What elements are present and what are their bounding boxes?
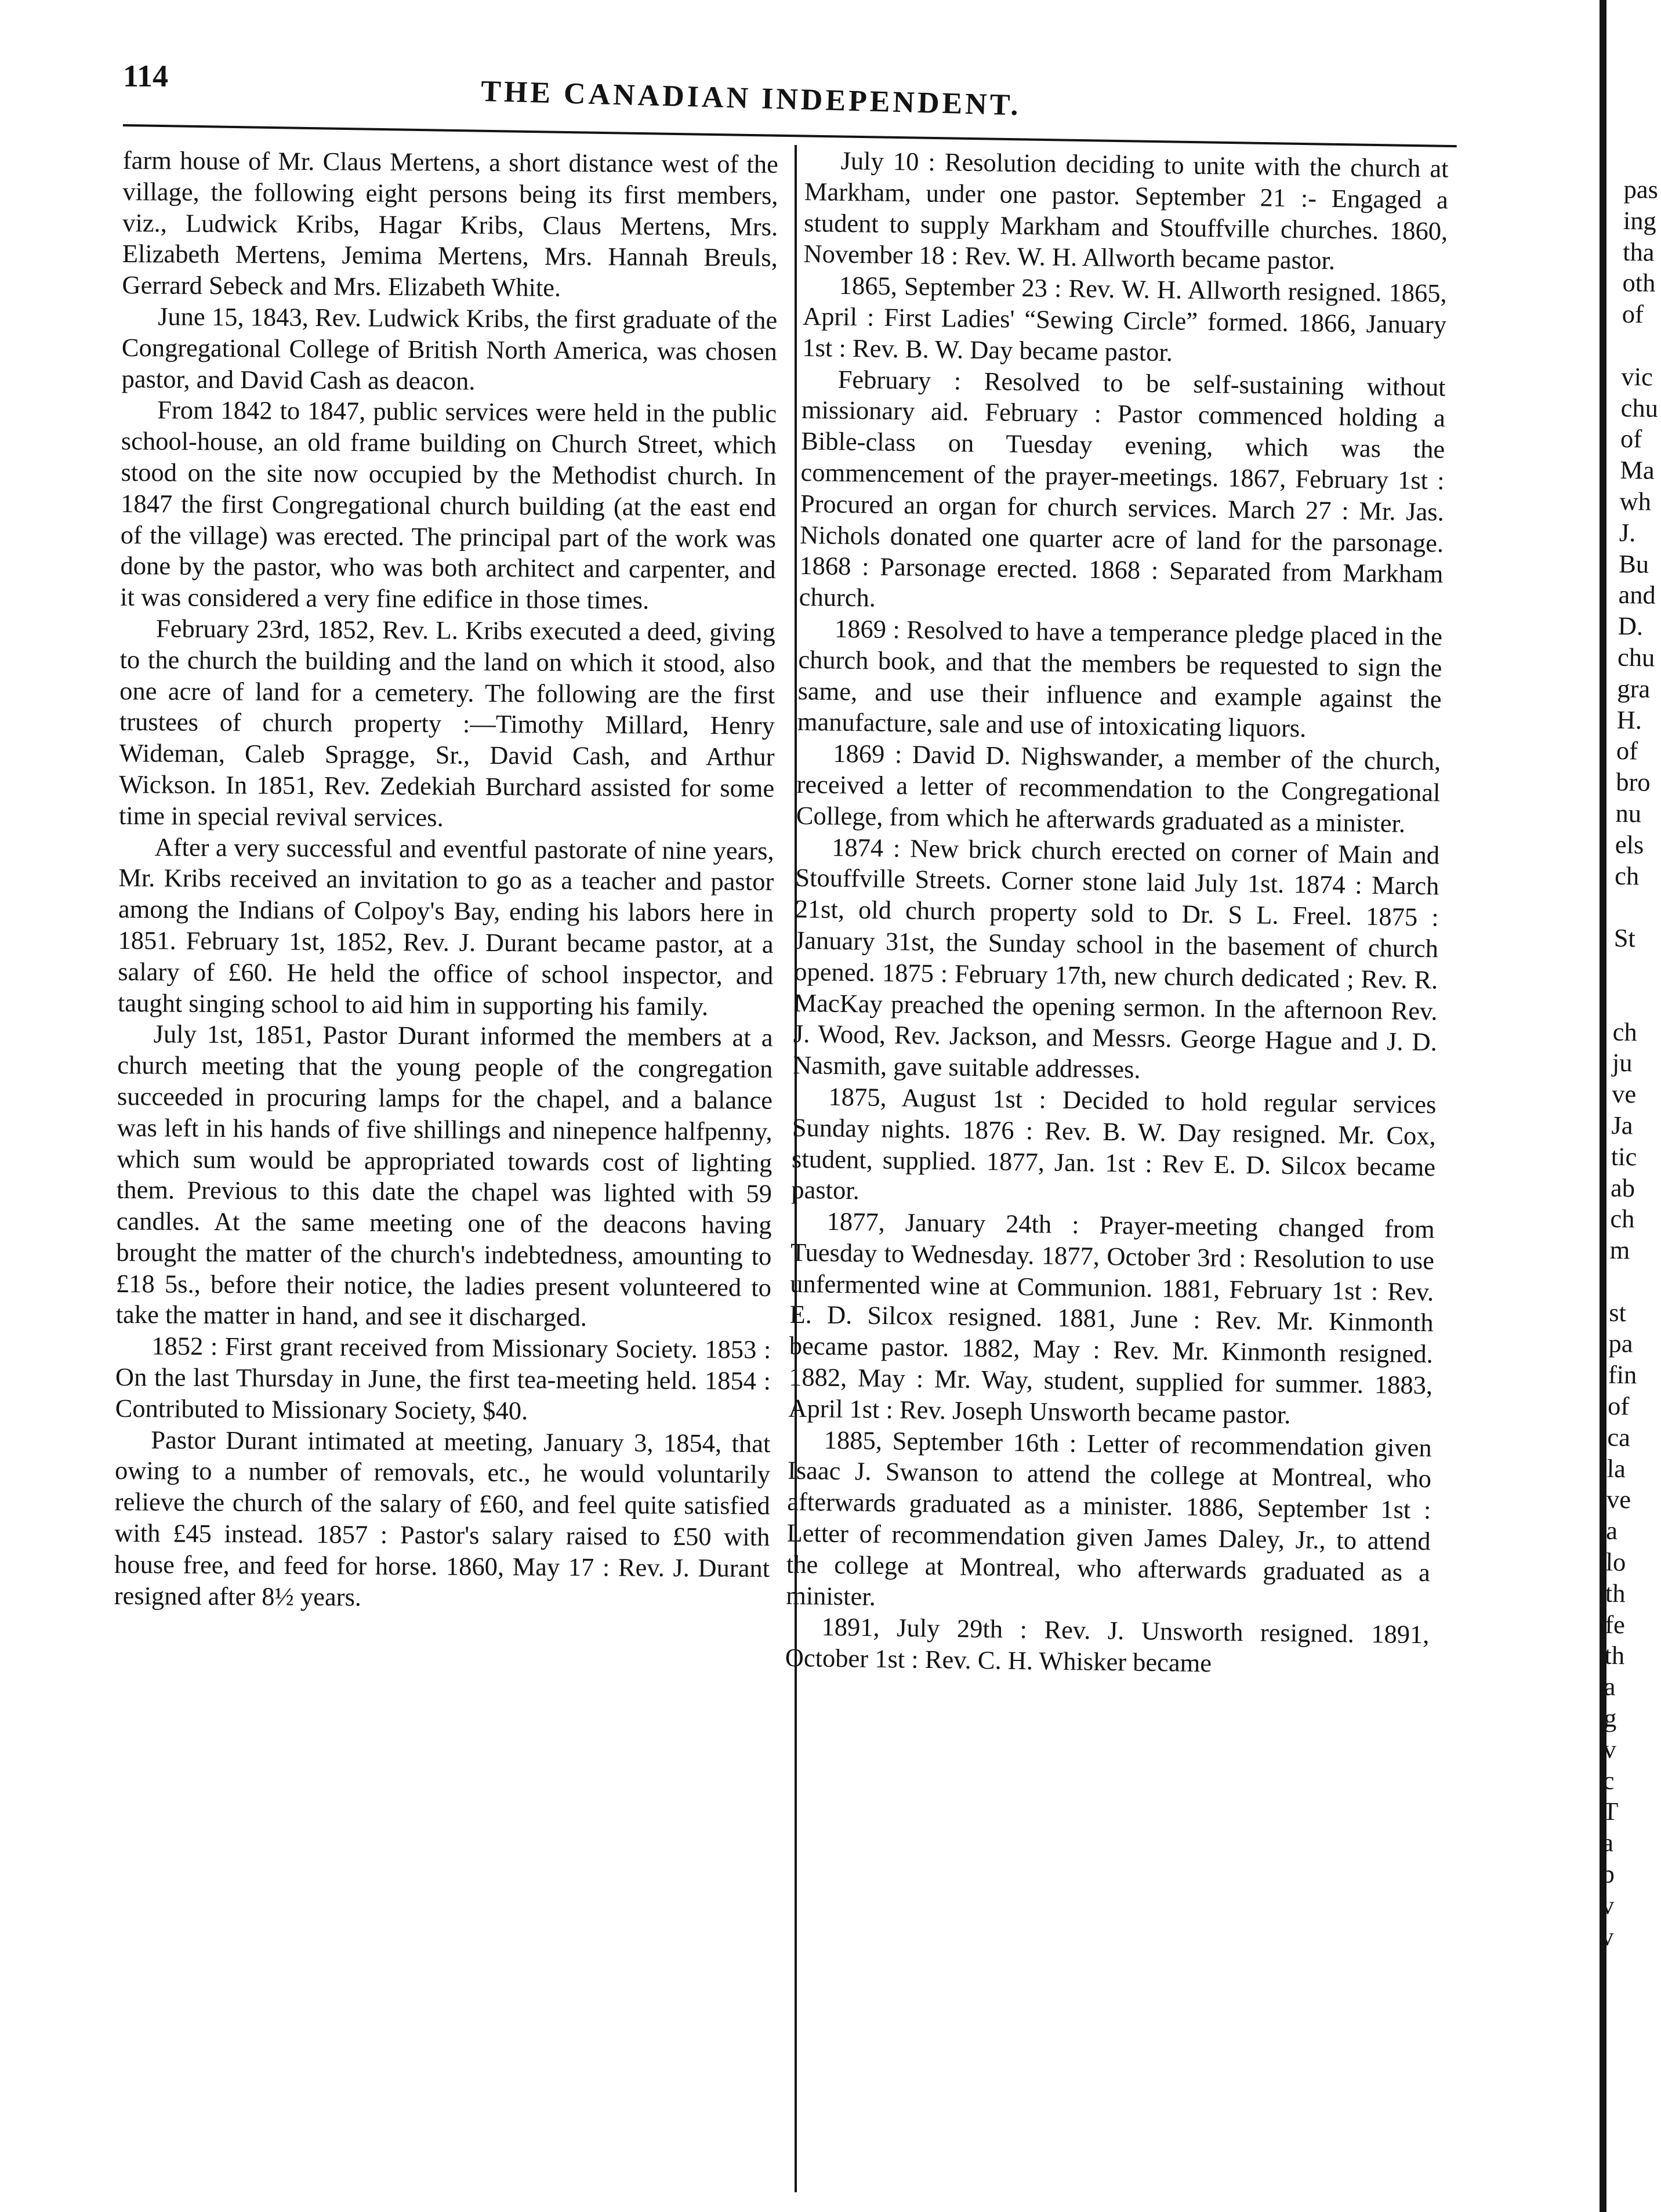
left-paragraph-3: From 1842 to 1847, public services were held in the public school-house, an old frame building on Church Street, which stood on the site now occupied by the Methodist church. In 1847 the first Congregational church building (at the east end of the village) was erected. The principal part of the work was done by the pastor, who was both architect and carpenter, and it was considered a very fine edifice in those times. bbox=[120, 395, 777, 615]
fragment-line: ing bbox=[1623, 205, 1657, 235]
fragment-line bbox=[1622, 330, 1657, 362]
fragment-line bbox=[1613, 954, 1649, 986]
fragment-line: chu bbox=[1620, 393, 1659, 423]
fragment-line: tha bbox=[1622, 237, 1655, 267]
right-paragraph-1: July 10 : Resolution deciding to unite with the church at Markham, under one pastor. September 21 :- Engaged a student to supply Markham and Stouffville churches. 1860, November 18 : Rev. W. H. Allworth became pastor. bbox=[803, 146, 1449, 275]
fragment-line: ve bbox=[1606, 1485, 1631, 1514]
right-paragraph-4: 1869 : Resolved to have a temperance pledge placed in the church book, and that the members be requested to sign the same, and use their influence and example against the manufacture, sale and use of intoxicating liquors. bbox=[797, 614, 1443, 743]
fragment-line: la bbox=[1606, 1453, 1626, 1483]
fragment-line: ch bbox=[1612, 1017, 1637, 1046]
right-paragraph-7: 1875, August 1st : Decided to hold regular services Sunday nights. 1876 : Rev. B. W. Day resigned. Mr. Cox, student, supplied. 1877, Jan. 1st : Rev E. D. Silcox became pastor. bbox=[791, 1082, 1437, 1205]
fragment-line: wh bbox=[1619, 486, 1652, 516]
fragment-line: v bbox=[1603, 1734, 1617, 1764]
fragment-line: T bbox=[1602, 1797, 1619, 1826]
fragment-line: a bbox=[1602, 1827, 1614, 1858]
fragment-line: of bbox=[1607, 1391, 1630, 1421]
fragment-line: v bbox=[1601, 1890, 1615, 1920]
next-page-fragments bbox=[1601, 174, 1659, 1953]
fragment-line: St bbox=[1613, 923, 1636, 953]
fragment-line: chu bbox=[1617, 642, 1655, 672]
left-paragraph-4: February 23rd, 1852, Rev. L. Kribs executed a deed, giving to the church the building and the land on which it stood, also one acre of land for a cemetery. The following are the first trustees of church property :—Timothy Millard, Henry Wideman, Caleb Spragge, Sr., David Cash, and Arthur Wickson. In 1851, Rev. Zedekiah Burchard assisted for some time in special revival services. bbox=[118, 614, 776, 832]
right-paragraph-9: 1885, September 16th : Letter of recommendation given Isaac J. Swanson to attend the college at Montreal, who afterwards graduated as a minister. 1886, September 1st : Letter of recommendation given James Daley, Jr., to attend the college at Montreal, who afterwards graduated as a minister. bbox=[785, 1425, 1432, 1611]
fragment-line: st bbox=[1608, 1297, 1627, 1327]
fragment-line: th bbox=[1605, 1578, 1626, 1608]
fragment-line: b bbox=[1601, 1859, 1615, 1889]
fragment-line: Ja bbox=[1611, 1110, 1633, 1140]
fragment-line: fin bbox=[1608, 1360, 1637, 1390]
fragment-line: vic bbox=[1621, 361, 1653, 391]
fragment-line: ju bbox=[1612, 1048, 1633, 1078]
left-column bbox=[114, 145, 778, 1615]
fragment-line: and bbox=[1618, 580, 1656, 610]
right-paragraph-5: 1869 : David D. Nighswander, a member of the church, received a letter of recommendation to the Congregational College, from which he afterwards graduated as a minister. bbox=[796, 738, 1441, 838]
right-paragraph-10: 1891, July 29th : Rev. J. Unsworth resigned. 1891, October 1st : Rev. C. H. Whisker became bbox=[785, 1612, 1430, 1678]
fragment-line: of bbox=[1616, 736, 1638, 766]
fragment-line: lo bbox=[1605, 1547, 1626, 1577]
page-number: 114 bbox=[123, 59, 169, 93]
fragment-line: c bbox=[1602, 1765, 1615, 1795]
fragment-line: of bbox=[1620, 424, 1642, 454]
left-paragraph-8: Pastor Durant intimated at meeting, January 3, 1854, that owing to a number of removals, etc., he would voluntarily relieve the church of the salary of £60, and feel quite satisfied with £45 instead. 1857 : Pastor's salary raised to £50 with house free, and feed for horse. 1860, May 17 : Rev. J. Durant resigned after 8½ years. bbox=[114, 1425, 771, 1612]
fragment-line: of bbox=[1622, 299, 1644, 329]
fragment-line: gra bbox=[1617, 673, 1651, 704]
fragment-line: ch bbox=[1614, 861, 1640, 890]
fragment-line: bro bbox=[1615, 767, 1651, 797]
fragment-line: ve bbox=[1611, 1079, 1637, 1109]
fragment-line: g bbox=[1603, 1703, 1617, 1733]
fragment-line: fe bbox=[1604, 1609, 1626, 1639]
fragment-line: D. bbox=[1618, 611, 1644, 641]
fragment-line: v bbox=[1600, 1921, 1614, 1951]
fragment-line: a bbox=[1604, 1672, 1616, 1702]
left-paragraph-2: June 15, 1843, Rev. Ludwick Kribs, the first graduate of the Congregational College of British North America, was chosen pastor, and David Cash as deacon. bbox=[121, 302, 778, 396]
header-rule bbox=[123, 124, 1457, 147]
fragment-line bbox=[1609, 1266, 1645, 1298]
fragment-line: tic bbox=[1611, 1141, 1637, 1172]
fragment-line: ab bbox=[1610, 1173, 1635, 1202]
fragment-line: nu bbox=[1615, 798, 1642, 828]
fragment-line: a bbox=[1606, 1516, 1618, 1546]
fragment-line: pas bbox=[1623, 174, 1659, 204]
right-column bbox=[785, 145, 1448, 1682]
fragment-line: Bu bbox=[1618, 549, 1649, 579]
fragment-line: ch bbox=[1610, 1204, 1635, 1234]
fragment-line: ca bbox=[1607, 1422, 1631, 1452]
fragment-line: oth bbox=[1622, 268, 1656, 298]
fragment-line: pa bbox=[1608, 1329, 1633, 1358]
fragment-line: Ma bbox=[1619, 455, 1655, 485]
running-title: THE CANADIAN INDEPENDENT. bbox=[480, 75, 1022, 122]
left-paragraph-1: farm house of Mr. Claus Mertens, a short distance west of the village, the following eight persons being its first members, viz., Ludwick Kribs, Hagar Kribs, Claus Mertens, Mrs. Elizabeth Mertens, Jemima Mertens, Mrs. Hannah Breuls, Gerrard Sebeck and Mrs. Elizabeth White. bbox=[122, 145, 778, 302]
fragment-line bbox=[1614, 891, 1649, 923]
fragment-line: els bbox=[1615, 829, 1644, 860]
left-paragraph-7: 1852 : First grant received from Missionary Society. 1853 : On the last Thursday in June, the first tea-meeting held. 1854 : Contributed to Missionary Society, $40. bbox=[115, 1331, 771, 1426]
fragment-line: th bbox=[1604, 1641, 1625, 1670]
right-paragraph-6: 1874 : New brick church erected on corner of Main and Stouffville Streets. Corner stone laid July 1st. 1874 : March 21st, old church property sold to Dr. S L. Freel. 1875 : January 31st, the Sunday school in the basement of church opened. 1875 : February 17th, new church dedicated ; Rev. R. MacKay preached the opening sermon. In the afternoon Rev. J. Wood, Rev. Jackson, and Messrs. George Hague and J. D. Nasmith, gave suitable addresses. bbox=[792, 832, 1440, 1084]
left-paragraph-6: July 1st, 1851, Pastor Durant informed the members at a church meeting that the young people of the congregation succeeded in procuring lamps for the chapel, and a balance was left in his hands of five shillings and ninepence halfpenny, which sum would be appropriated towards cost of lighting them. Previous to this date the chapel was lighted with 59 candles. At the same meeting one of the deacons having brought the matter of the church's indebtedness, amounting to £18 5s., before their notice, the ladies present volunteered to take the matter in hand, and see it discharged. bbox=[115, 1019, 773, 1332]
fragment-line: J. bbox=[1619, 517, 1636, 547]
right-paragraph-2: 1865, September 23 : Rev. W. H. Allworth resigned. 1865, April : First Ladies' “Sewing Circle” formed. 1866, January 1st : Rev. B. W. Day became pastor. bbox=[802, 270, 1448, 367]
right-paragraph-8: 1877, January 24th : Prayer-meeting changed from Tuesday to Wednesday. 1877, October 3rd : Resolution to use unfermented wine at Communion. 1881, February 1st : Rev. E. D. Silcox resigned. 1881, June : Rev. Mr. Kinmonth became pastor. 1882, May : Rev. Mr. Kinmonth resigned. 1882, May : Mr. Way, student, supplied for summer. 1883, April 1st : Rev. Joseph Unsworth became pastor. bbox=[788, 1206, 1435, 1430]
fragment-line: m bbox=[1609, 1235, 1630, 1265]
left-paragraph-5: After a very successful and eventful pastorate of nine years, Mr. Kribs received an invitation to go as a teacher and pastor among the Indians of Colpoy's Bay, ending his labors here in 1851. February 1st, 1852, Rev. J. Durant became pastor, at a salary of £60. He held the office of school inspector, and taught singing school to aid him in supporting his family. bbox=[117, 832, 774, 1021]
right-paragraph-3: February : Resolved to be self-sustaining without missionary aid. February : Pastor commenced holding a Bible-class on Tuesday evening, which was the commencement of the prayer-meetings. 1867, February 1st : Procured an organ for church services. March 27 : Mr. Jas. Nichols donated one quarter acre of land for the parsonage. 1868 : Parsonage erected. 1868 : Separated from Markham church. bbox=[799, 364, 1446, 612]
fragment-line: H. bbox=[1616, 705, 1642, 735]
fragment-line bbox=[1613, 985, 1648, 1017]
